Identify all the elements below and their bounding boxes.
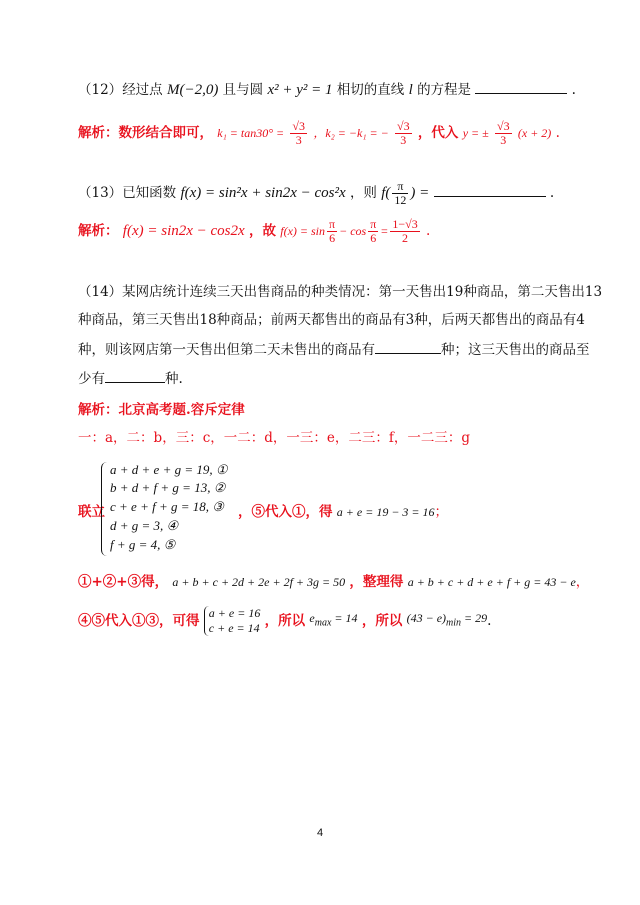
period: . xyxy=(555,125,560,141)
sum-expression: a + b + c + 2d + 2e + 2f + 3g = 50 xyxy=(172,575,346,589)
k1-expression: k₁ = tan30° = xyxy=(217,126,285,140)
question-text: 已知函数 xyxy=(122,185,177,201)
min-expression xyxy=(406,611,488,629)
fraction-denominator: 3 xyxy=(295,133,302,147)
fraction-denominator: 12 xyxy=(394,193,407,207)
y-fraction xyxy=(495,120,512,147)
sum-result: a + b + c + d + e + f + g = 43 − e xyxy=(407,575,576,589)
page-number: 4 xyxy=(316,827,324,839)
answer-12 xyxy=(78,120,560,147)
fraction-numerator: 1−√3 xyxy=(392,217,418,231)
result-fraction xyxy=(390,218,419,245)
function-definition: f(x) = sin²x + sin2x − cos²x xyxy=(180,185,346,201)
question-text: 且与圆 xyxy=(222,82,264,98)
period: . xyxy=(487,613,492,629)
answer-13 xyxy=(78,218,430,245)
fraction-denominator: 6 xyxy=(329,231,336,245)
point-m: M(−2,0) xyxy=(166,82,219,98)
question-number: （12） xyxy=(78,82,123,98)
final-equation-2: c + e = 14 xyxy=(208,621,260,635)
answer-blank-2 xyxy=(105,370,165,383)
question-14-line-4 xyxy=(78,369,183,389)
period: . xyxy=(571,82,576,98)
fraction-numerator: √3 xyxy=(292,119,306,133)
region-definitions: 一：a，二：b，三：c，一二：d，一三：e，二三：f，一二三：g xyxy=(78,430,471,446)
substitution-result: a + e = 19 − 3 = 16 xyxy=(336,505,435,519)
question-text: 种. xyxy=(165,371,183,387)
answer-14-label: 解析：北京高考题.容斥定律 xyxy=(78,402,245,418)
fraction-numerator: π xyxy=(370,217,377,231)
fraction-numerator: π xyxy=(392,180,408,194)
final-line xyxy=(78,606,491,640)
equation-5: f + g = 4, ⑤ xyxy=(110,537,176,552)
question-14-line-2: 种商品，第三天售出18种商品；前两天都售出的商品有3种，后两天都售出的商品有4 xyxy=(78,312,585,328)
equation-2: b + d + f + g = 13, ② xyxy=(110,480,226,495)
sum-label: ①+②+③得， xyxy=(78,574,169,590)
final-label: ④⑤代入①③，可得 xyxy=(78,613,200,629)
question-text: ，则 xyxy=(349,185,377,201)
question-text: 的方程是 xyxy=(417,82,472,98)
question-text: 相切的直线 xyxy=(336,82,405,98)
final-system xyxy=(204,606,261,636)
answer-text: ，代入 xyxy=(417,125,459,141)
fraction-denominator: 3 xyxy=(500,133,507,147)
equation-1: a + d + e + g = 19, ① xyxy=(110,462,228,477)
max-subscript: max xyxy=(314,617,332,629)
k2-expression: ，k₂ = −k₁ = − xyxy=(313,126,389,140)
equation-3: c + e + f + g = 18, ③ xyxy=(110,499,224,514)
question-12 xyxy=(78,80,576,100)
answer-text: ，所以 xyxy=(264,613,306,629)
e-variable: e xyxy=(309,611,315,626)
question-number: （13） xyxy=(78,185,123,201)
k1-fraction xyxy=(290,120,307,147)
substitution-line xyxy=(238,500,448,520)
fraction-denominator: 6 xyxy=(370,231,377,245)
answer-text: ，⑤代入①，得 xyxy=(238,504,333,520)
comma: ， xyxy=(575,574,590,590)
fraction-numerator: √3 xyxy=(497,119,510,133)
fraction-numerator: √3 xyxy=(397,119,410,133)
pi-over-12-fraction xyxy=(392,180,408,207)
min-base: (43 − e) xyxy=(406,611,447,626)
simplified-function: f(x) = sin2x − cos2x xyxy=(122,223,245,239)
result-expression: − cos xyxy=(339,224,367,238)
fraction-numerator: π xyxy=(329,217,336,231)
answer-label: 解析： xyxy=(78,223,119,239)
emax-value: = 14 xyxy=(334,611,358,626)
fraction-denominator: 2 xyxy=(402,231,409,245)
question-text: 少有 xyxy=(78,371,105,387)
lianli-label: 联立 xyxy=(78,504,105,520)
question-text: 经过点 xyxy=(122,82,163,98)
period: . xyxy=(426,223,431,239)
k2-fraction xyxy=(395,120,412,147)
question-14-line-1: （14）某网店统计连续三天出售商品的种类情况：第一天售出19种商品，第二天售出13 xyxy=(78,284,603,300)
answer-blank xyxy=(434,184,546,197)
answer-text: ，故 xyxy=(248,223,276,239)
final-equation-1: a + e = 16 xyxy=(208,606,261,620)
fraction-denominator: 3 xyxy=(400,133,407,147)
answer-blank-1 xyxy=(375,341,441,354)
emax-expression xyxy=(309,611,358,629)
answer-text: ，整理得 xyxy=(349,574,404,590)
question-text: 种；这三天售出的商品至 xyxy=(441,342,590,358)
answer-blank xyxy=(475,81,567,94)
answer-text: 数形结合即可， xyxy=(118,125,213,141)
min-subscript: min xyxy=(446,617,462,629)
equation-4: d + g = 3, ④ xyxy=(110,518,179,533)
question-13 xyxy=(78,180,554,207)
function-call: f( xyxy=(381,185,391,201)
y-expression: y = ± xyxy=(462,126,489,140)
function-call-end: ) = xyxy=(410,185,430,201)
semicolon: ； xyxy=(434,504,449,520)
answer-label: 解析： xyxy=(78,125,119,141)
sum-line xyxy=(78,572,589,592)
period: . xyxy=(549,185,555,201)
min-value: = 29 xyxy=(464,611,488,626)
circle-equation: x² + y² = 1 xyxy=(267,82,333,98)
result-expression: f(x) = sin xyxy=(280,224,326,238)
equation-system xyxy=(78,460,538,560)
y-tail: (x + 2) xyxy=(517,126,552,140)
equals-sign: = xyxy=(380,224,389,238)
line-variable: l xyxy=(408,82,413,98)
system-brace xyxy=(101,462,108,556)
answer-text: ，所以 xyxy=(361,613,403,629)
pi-over-6-fraction xyxy=(368,218,378,245)
pi-over-6-fraction xyxy=(327,218,337,245)
question-14-line-3 xyxy=(78,340,590,360)
question-text: 种，则该网店第一天售出但第二天未售出的商品有 xyxy=(78,342,375,358)
